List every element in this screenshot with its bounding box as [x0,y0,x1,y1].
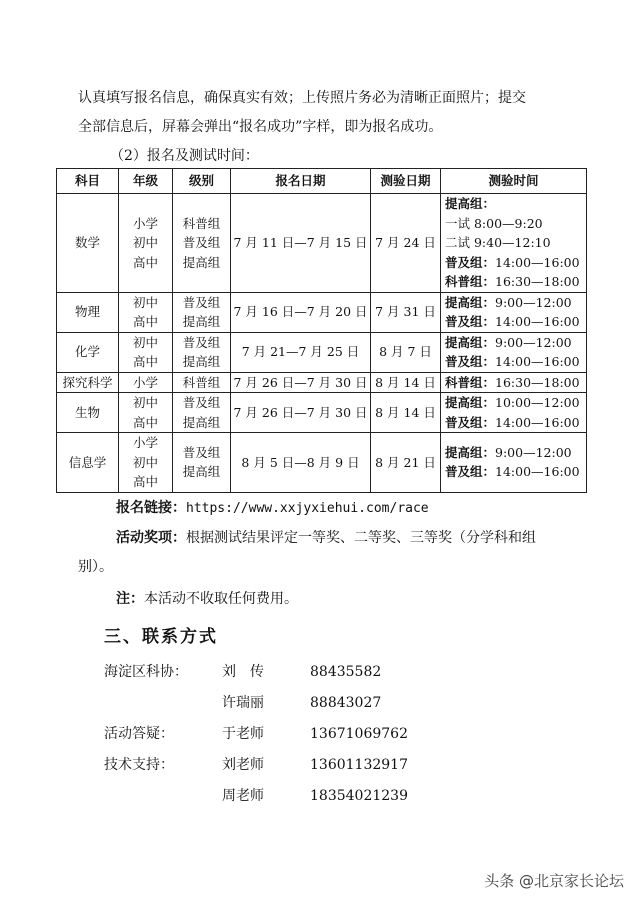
schedule-body [57,194,587,493]
level-cell [173,292,231,332]
schedule-table [56,168,587,493]
reg-link-line [116,498,429,519]
level-text: 提高组 [182,254,221,270]
time-group-label: 普及组： [445,314,496,329]
contact-heading: 三、联系方式 [104,627,218,647]
time-value: 9:00—12:00 [495,294,572,310]
time-line [445,293,584,313]
time-cell [441,194,587,293]
time-cell [441,393,587,433]
time-line [445,214,584,234]
level-text: 普及组 [182,444,221,460]
table-row [57,372,587,393]
intro-line-1: 认真填写报名信息，确保真实有效；上传照片务必为清晰正面照片；提交 [78,90,526,106]
contact-phone-2: 88843027 [310,695,382,711]
time-value: 9:00—12:00 [495,334,572,350]
grade-text: 初中 [132,395,158,410]
grade-text: 高中 [132,414,158,430]
header-reg-date: 报名日期 [231,169,371,194]
subject-cell: 数学 [57,194,119,293]
contact-name-1: 刘 传 [222,664,264,680]
time-line [445,253,584,273]
contact-phone-5: 18354021239 [310,788,408,804]
intro-line-2: 全部信息后，屏幕会弹出“报名成功”字样，即为报名成功。 [78,119,443,135]
time-value: 16:30—18:00 [495,274,580,289]
time-value: 14:00—16:00 [495,354,580,369]
level-text: 提高组 [182,414,221,430]
time-cell [441,332,587,372]
contact-phone-1: 88435582 [310,664,382,680]
table-row [57,292,587,332]
time-cell [441,433,587,493]
time-value: 14:00—16:00 [495,314,580,329]
time-value: 二试 9:40—12:10 [445,235,551,250]
contact-category-3: 活动答疑： [104,726,174,742]
time-group-label: 普及组： [445,414,496,430]
reg-date-cell: 7 月 11 日—7 月 15 日 [231,194,371,293]
awards-line-1 [116,528,536,548]
level-text: 普及组 [182,294,221,310]
grade-text: 初中 [132,334,158,350]
note-line [116,589,298,609]
time-group-label: 科普组： [445,274,496,289]
time-group-label: 提高组： [445,196,496,211]
table-header-row [57,169,587,194]
level-cell [173,194,231,293]
test-date-cell: 8 月 21 日 [371,433,441,493]
section-label: （2）报名及测试时间： [110,148,259,164]
level-cell [173,372,231,393]
level-cell [173,433,231,493]
table-row [57,332,587,372]
level-text: 科普组 [182,215,221,231]
header-subject: 科目 [57,169,119,194]
time-line [445,462,584,482]
time-cell [441,372,587,393]
time-group-label: 科普组： [445,374,496,390]
time-group-label: 提高组： [445,334,496,350]
time-line [445,194,584,214]
test-date-cell: 8 月 14 日 [371,393,441,433]
subject-cell: 化学 [57,332,119,372]
level-text: 普及组 [182,334,221,350]
grade-text: 高中 [132,254,158,270]
grade-text: 小学 [132,215,158,231]
reg-link-label: 报名链接： [116,500,186,516]
level-text: 提高组 [182,464,221,480]
test-date-cell: 8 月 7 日 [371,332,441,372]
grade-text: 初中 [132,454,158,470]
table-row [57,433,587,493]
time-line [445,443,584,463]
grade-text: 小学 [132,374,158,390]
reg-date-cell: 7 月 26 日—7 月 30 日 [231,393,371,433]
grade-cell [119,393,173,433]
level-text: 普及组 [182,395,221,410]
time-line [445,413,584,433]
time-value: 9:00—12:00 [495,444,572,460]
header-test-time: 测验时间 [441,169,587,194]
reg-date-cell: 7 月 26 日—7 月 30 日 [231,372,371,393]
table-row [57,194,587,293]
time-value: 16:30—18:00 [495,374,580,390]
grade-text: 初中 [132,294,158,310]
header-grade: 年级 [119,169,173,194]
time-group-label: 提高组： [445,444,496,460]
time-line [445,373,584,393]
contact-name-4: 刘老师 [222,757,264,773]
contact-name-5: 周老师 [222,788,264,804]
time-group-label: 普及组： [445,254,496,270]
grade-cell [119,332,173,372]
reg-link-url[interactable]: https://www.xxjyxiehui.com/race [186,501,429,516]
grade-text: 高中 [132,314,158,329]
time-value: 10:00—12:00 [495,395,580,410]
grade-cell [119,292,173,332]
grade-cell [119,433,173,493]
time-value: 一试 8:00—9:20 [445,215,543,231]
time-group-label: 普及组： [445,464,496,480]
subject-cell: 信息学 [57,433,119,493]
time-value: 14:00—16:00 [495,464,580,480]
time-group-label: 普及组： [445,354,496,369]
level-text: 提高组 [182,354,221,369]
contact-category-4: 技术支持： [104,757,174,773]
awards-text: 根据测试结果评定一等奖、二等奖、三等奖（分学科和组 [186,530,536,546]
reg-date-cell: 7 月 16 日—7 月 20 日 [231,292,371,332]
watermark: 头条 @北京家长论坛 [484,872,624,890]
test-date-cell: 7 月 31 日 [371,292,441,332]
header-level: 级别 [173,169,231,194]
time-group-label: 提高组： [445,294,496,310]
level-text: 普及组 [182,235,221,250]
test-date-cell: 7 月 24 日 [371,194,441,293]
note-text: 本活动不收取任何费用。 [144,591,298,607]
awards-line-2: 别）。 [78,559,113,575]
note-label: 注： [116,591,144,607]
contact-name-2: 许瑞丽 [222,695,264,711]
time-value: 14:00—16:00 [495,254,580,270]
grade-cell [119,372,173,393]
reg-date-cell: 8 月 5 日—8 月 9 日 [231,433,371,493]
grade-text: 高中 [132,354,158,369]
grade-text: 小学 [132,435,158,450]
time-line [445,352,584,372]
level-text: 提高组 [182,314,221,329]
time-line [445,312,584,332]
table-row [57,393,587,433]
time-line [445,233,584,253]
time-line [445,272,584,292]
time-group-label: 提高组： [445,395,496,410]
grade-cell [119,194,173,293]
grade-text: 高中 [132,474,158,489]
awards-label: 活动奖项： [116,530,186,546]
subject-cell: 探究科学 [57,372,119,393]
contact-phone-4: 13601132917 [310,757,408,773]
time-line [445,333,584,353]
time-cell [441,292,587,332]
level-cell [173,393,231,433]
contact-phone-3: 13671069762 [310,726,408,742]
header-test-date: 测验日期 [371,169,441,194]
contact-category-1: 海淀区科协： [104,664,188,680]
grade-text: 初中 [132,235,158,250]
time-value: 14:00—16:00 [495,414,580,430]
level-cell [173,332,231,372]
time-line [445,393,584,413]
contact-name-3: 于老师 [222,726,264,742]
test-date-cell: 8 月 14 日 [371,372,441,393]
subject-cell: 生物 [57,393,119,433]
level-text: 科普组 [182,374,221,390]
subject-cell: 物理 [57,292,119,332]
reg-date-cell: 7 月 21—7 月 25 日 [231,332,371,372]
